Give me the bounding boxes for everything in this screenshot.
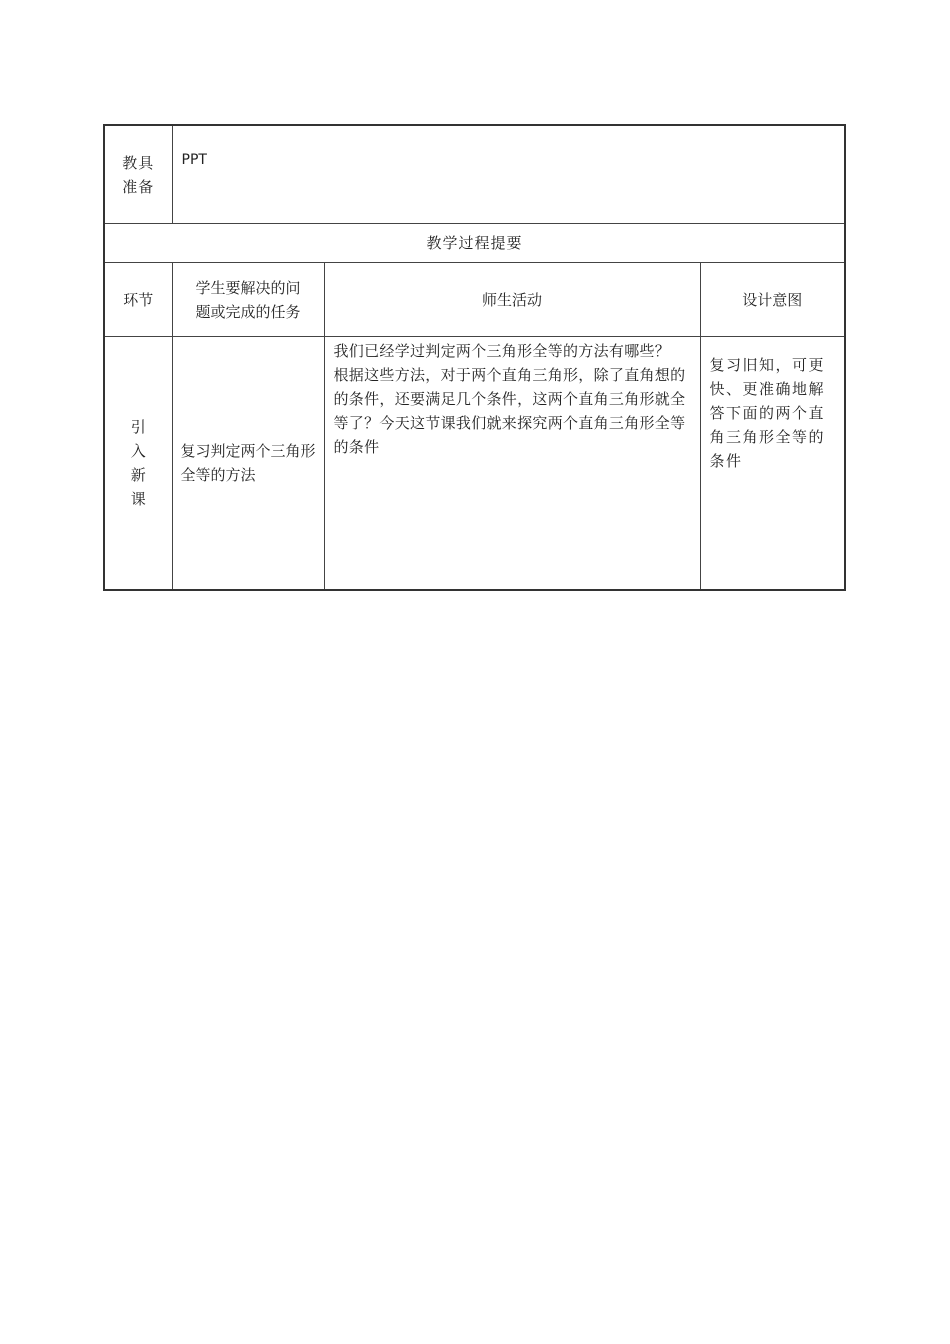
header-row [104,263,845,337]
prep-label [104,125,172,224]
intent-cell: 复习旧知，可更快、更准确地解答下面的两个直角三角形全等的条件 [700,337,845,591]
section-row [104,224,845,263]
header-task-line2: 题或完成的任务 [195,302,301,321]
header-stage: 环节 [104,263,172,337]
header-intent: 设计意图 [700,263,845,337]
section-title: 教学过程提要 [104,224,845,263]
header-task-line1: 学生要解决的问 [195,278,301,297]
header-activity: 师生活动 [324,263,700,337]
activity-paragraph: 根据这些方法，对于两个直角三角形，除了直角想的的条件，还要满足几个条件，这两个直角三角形就全等了？今天这节课我们就来探究两个直角三角形全等的条件 [333,366,686,456]
lesson-plan-table [103,124,846,591]
task-cell: 复习判定两个三角形全等的方法 [172,337,324,591]
stage-char: 新 [130,466,146,484]
stage-char: 课 [130,490,146,508]
prep-label-line2: 准备 [122,177,155,196]
header-task [172,263,324,337]
stage-char: 入 [130,442,146,460]
stage-char: 引 [130,418,146,436]
table-row [104,337,845,591]
prep-value: PPT [172,125,845,224]
activity-cell [324,337,700,591]
stage-cell [104,337,172,591]
prep-row [104,125,845,224]
prep-label-line1: 教具 [122,153,155,172]
activity-paragraph: 我们已经学过判定两个三角形全等的方法有哪些？ [333,342,671,360]
